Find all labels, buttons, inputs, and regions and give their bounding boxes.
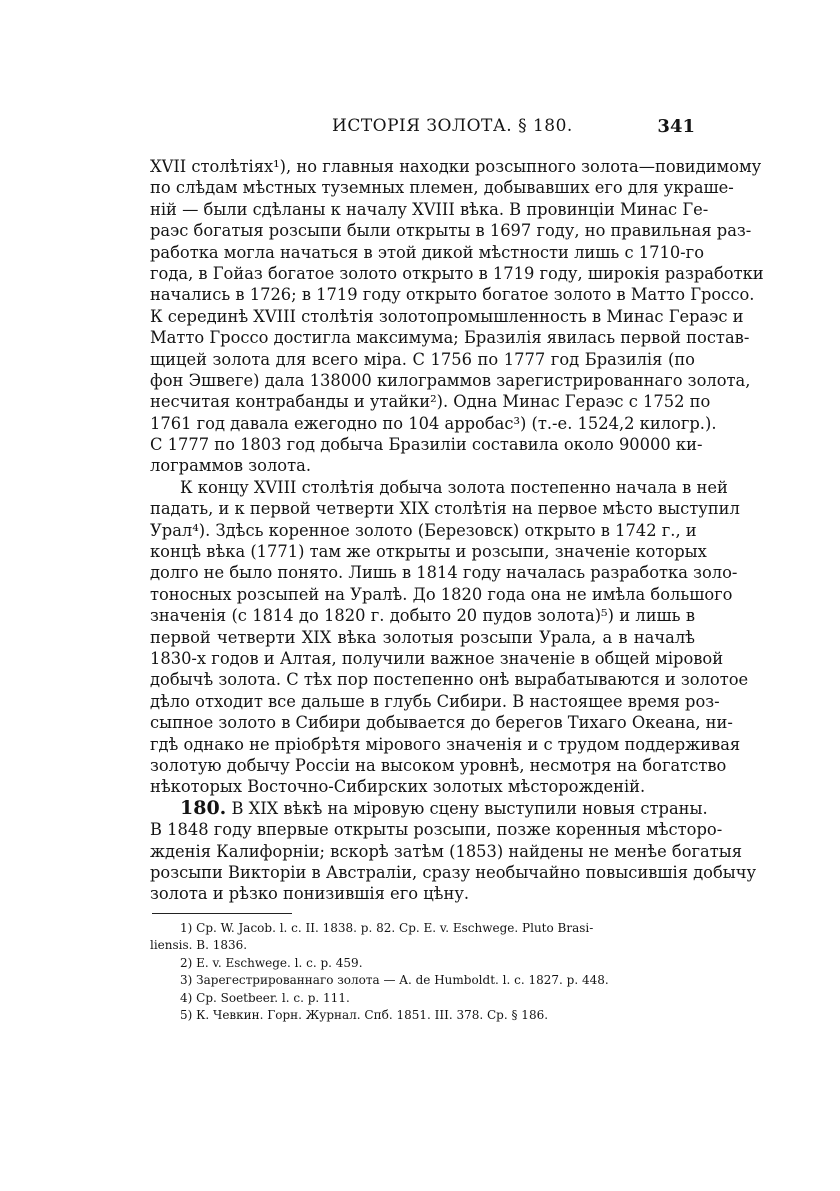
- text-line: 1830-х годов и Алтая, получили важное значеніе в общей міровой: [150, 648, 724, 668]
- text-line: по слѣдам мѣстных туземных племен, добывавших его для украше-: [150, 178, 734, 198]
- text-line: сыпное золото в Сибири добывается до берегов Тихаго Океана, ни-: [150, 713, 733, 733]
- text-line: Матто Гроссо достигла максимума; Бразилія явилась первой постав-: [150, 328, 750, 348]
- text-line: Урал⁴). Здѣсь коренное золото (Березовск) открыто в 1742 г., и: [150, 520, 697, 540]
- section-number: 180.: [180, 796, 227, 819]
- text-line: К концу XVIII столѣтія добыча золота постепенно начала в ней: [180, 477, 728, 497]
- text-line: концѣ вѣка (1771) там же открыты и розсыпи, значеніе которых: [150, 542, 707, 562]
- text-line: ній — были сдѣланы к началу XVIII вѣка. В провинціи Минас Ге-: [150, 199, 709, 219]
- page-number: 341: [657, 116, 695, 137]
- section-first-line: [150, 796, 708, 819]
- text-line: раэс богатыя розсыпи были открыты в 1697 году, но правильная раз-: [150, 221, 752, 241]
- text-line: золота и рѣзко понизившія его цѣну.: [150, 884, 470, 904]
- footnote: 5) К. Чевкин. Горн. Журнал. Спб. 1851. III. 378. Cp. § 186.: [180, 1008, 549, 1023]
- text-line: года, в Гойаз богатое золото открыто в 1719 году, широкія разработки: [150, 263, 764, 283]
- text-line: первой четверти XIX вѣка золотыя розсыпи Урала, а в началѣ: [150, 627, 695, 647]
- text-line: гдѣ однако не пріобрѣтя міровогo значенія и с трудом поддерживая: [150, 734, 741, 754]
- text-line: лограммов золота.: [150, 456, 311, 476]
- text-line: щицей золота для всего міра. С 1756 по 1777 год Бразилія (по: [150, 349, 695, 369]
- text-line: работка могла начаться в этой дикой мѣстности лишь с 1710-го: [150, 242, 705, 262]
- running-title: ИСТОРІЯ ЗОЛОТА. § 180.: [332, 116, 573, 136]
- text-line: В 1848 году впервые открыты розсыпи, позже коренныя мѣсторо-: [150, 820, 723, 840]
- footnote-continuation: liensis. B. 1836.: [150, 938, 248, 953]
- book-page: [150, 112, 764, 1025]
- footnote: 3) Зарегестрированнаго золота — A. de Humboldt. l. c. 1827. p. 448.: [180, 973, 609, 988]
- paragraph-1: [150, 156, 764, 477]
- text-line: С 1777 по 1803 год добыча Бразиліи составила около 90000 ки-: [150, 435, 703, 455]
- text-line: дѣло отходит все дальше в глубь Сибири. В настоящее время роз-: [150, 691, 720, 711]
- text-line: падать, и к первой четверти XIX столѣтія на первое мѣсто выступил: [150, 499, 740, 519]
- text-line: К серединѣ XVIII столѣтія золотопромышленность в Минас Гераэс и: [150, 306, 744, 326]
- text-line: долго не было понято. Лишь в 1814 году началась разработка золо-: [150, 563, 738, 583]
- text-line: тоносных розсыпей на Уралѣ. До 1820 года она не имѣла большого: [150, 584, 733, 604]
- text-line: значенія (с 1814 до 1820 г. добыто 20 пудов золота)⁵) и лишь в: [150, 606, 695, 626]
- section-first-line-text: В XIX вѣкѣ на міровую сцену выступили новыя страны.: [231, 798, 708, 818]
- footnote: 1) Cp. W. Jacob. l. c. II. 1838. p. 82. Cp. E. v. Eschwege. Pluto Brasi-: [180, 920, 594, 935]
- text-line: розсыпи Викторіи в Австраліи, сразу необычайно повысившія добычу: [150, 862, 757, 882]
- footnote: 2) E. v. Eschwege. l. c. p. 459.: [180, 955, 363, 970]
- text-line: XVII столѣтіях¹), но главныя находки розсыпного золота—повидимому: [150, 157, 762, 176]
- text-line: 1761 год давала ежегодно по 104 арробас³) (т.-е. 1524,2 килогр.).: [150, 413, 717, 433]
- text-line: золотую добычу Россіи на высоком уровнѣ, несмотря на богатство: [150, 755, 727, 775]
- text-line: жденія Калифорніи; вскорѣ затѣм (1853) найдены не менѣе богатыя: [150, 841, 742, 861]
- paragraph-section-180: [150, 796, 757, 905]
- text-line: начались в 1726; в 1719 году открыто богатое золото в Матто Гроссо.: [150, 285, 755, 305]
- paragraph-2: [150, 477, 749, 798]
- footnote: 4) Cp. Soetbeer. l. c. p. 111.: [180, 990, 350, 1005]
- text-line: фон Эшвеге) дала 138000 килограммов зарегистрированнаго золота,: [150, 370, 751, 390]
- text-line: добычѣ золота. С тѣх пор постепенно онѣ вырабатываются и золотое: [150, 670, 749, 690]
- footnote-divider: [152, 913, 292, 914]
- main-text: [150, 156, 764, 905]
- text-line: несчитая контрабанды и утайки²). Одна Минас Гераэс с 1752 по: [150, 392, 711, 412]
- text-line: нѣкоторых Восточно-Сибирских золотых мѣсторожденій.: [150, 777, 646, 797]
- page-header: [150, 112, 695, 144]
- footnotes: [150, 920, 695, 1025]
